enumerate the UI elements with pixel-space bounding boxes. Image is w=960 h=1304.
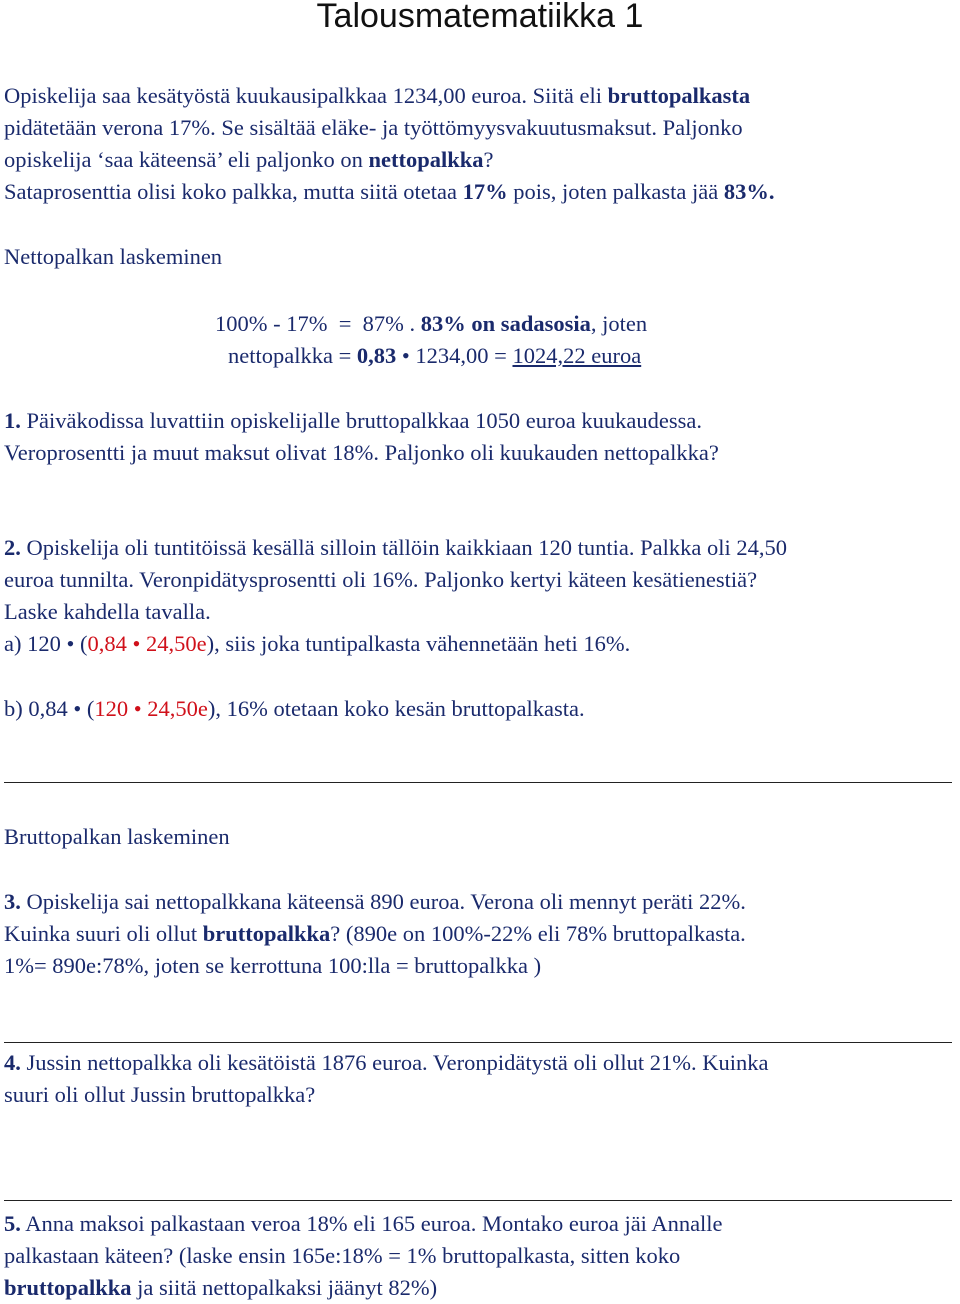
task-4-number: 4. [4,1050,21,1075]
task-2-option-b: b) 0,84 • (120 • 24,50e), 16% otetaan koko kesän bruttopalkasta. [4,696,585,721]
intro-line-4: Sataprosenttia olisi koko palkka, mutta siitä otetaa [4,179,458,204]
bruttopalkka-bold-2: bruttopalkka [4,1275,132,1300]
section-heading-bruttopalkka: Bruttopalkan laskeminen [4,824,230,849]
task-3: 3. Opiskelija sai nettopalkkana käteensä 890 euroa. Verona oli mennyt peräti 22%. Kuinka suuri oli ollut bruttopalkka? (890e on 100%-22% eli 78% bruttopalkasta. 1%= 890e:78%, joten se kerrottuna 100:lla = bruttopalkka ) [4,889,746,978]
factor-0-83: 0,83 [356,343,397,368]
task-5: 5. Anna maksoi palkastaan veroa 18% eli 165 euroa. Montako euroa jäi Annalle palkastaan käteen? (laske ensin 165e:18% = 1% bruttopalkasta, sitten koko bruttopalkka ja siitä nettopalkaksi jäänyt 82%) [4,1211,723,1300]
net-calc-line-2: nettopalkka = 0,83 • 1234,00 = 1024,22 euroa [228,343,642,368]
task-2-number: 2. [4,535,21,560]
bruttopalkka-term: bruttopalkasta [607,83,751,108]
intro-line-1: Opiskelija saa kesätyöstä kuukausipalkkaa 1234,00 euroa. Siitä eli [4,83,602,108]
divider-1 [4,782,952,783]
page-title: Talousmatematiikka 1 [316,0,644,35]
bruttopalkka-bold: bruttopalkka [202,921,331,946]
task-4: 4. Jussin nettopalkka oli kesätöistä 1876 euroa. Veronpidätystä oli ollut 21%. Kuinka suuri oli ollut Jussin bruttopalkka? [4,1050,769,1107]
task-1: 1. Päiväkodissa luvattiin opiskelijalle bruttopalkkaa 1050 euroa kuukaudessa. Veroprosentti ja muut maksut olivat 18%. Paljonko oli kuukauden nettopalkka? [4,408,719,465]
percent-17: 17% [462,179,508,204]
sadasosia-bold: 83% on sadasosia [420,311,591,336]
divider-3 [4,1200,952,1201]
nettopalkka-term: nettopalkka [368,147,484,172]
task-3-number: 3. [4,889,21,914]
intro-paragraph: Opiskelija saa kesätyöstä kuukausipalkkaa 1234,00 euroa. Siitä eli bruttopalkasta pidätetään verona 17%. Se sisältää eläke- ja työttömyysvakuutusmaksut. Paljonko opiskelija ‘saa käteensä’ eli paljonko on nettopalkka? Sataprosenttia olisi koko palkka, mutta siitä otetaa 17% pois, joten palkasta jää 83%. [4,80,956,208]
intro-line-3: opiskelija ‘saa käteensä’ eli paljonko on [4,147,363,172]
task-1-number: 1. [4,408,21,433]
section-heading-nettopalkka: Nettopalkan laskeminen [4,244,223,269]
task-2: 2. Opiskelija oli tuntitöissä kesällä silloin tällöin kaikkiaan 120 tuntia. Palkka oli 24,50 euroa tunnilta. Veronpidätysprosentti oli 16%. Paljonko kertyi käteen kesätienestiä? Laske kahdella tavalla. a) 120 • (0,84 • 24,50e), siis joka tuntipalkasta vähennetään heti 16%. [4,532,956,660]
net-result: 1024,22 euroa [512,343,642,368]
divider-2 [4,1042,952,1043]
intro-line-2: pidätetään verona 17%. Se sisältää eläke- ja työttömyysvakuutusmaksut. Paljonko [4,115,743,140]
net-calc-line-1: 100% - 17% = 87% . 83% on sadasosia, joten [215,311,648,336]
task-2-option-a: a) 120 • (0,84 • 24,50e), siis joka tuntipalkasta vähennetään heti 16%. [4,631,631,656]
task-5-number: 5. [4,1211,21,1236]
percent-83: 83%. [723,179,775,204]
